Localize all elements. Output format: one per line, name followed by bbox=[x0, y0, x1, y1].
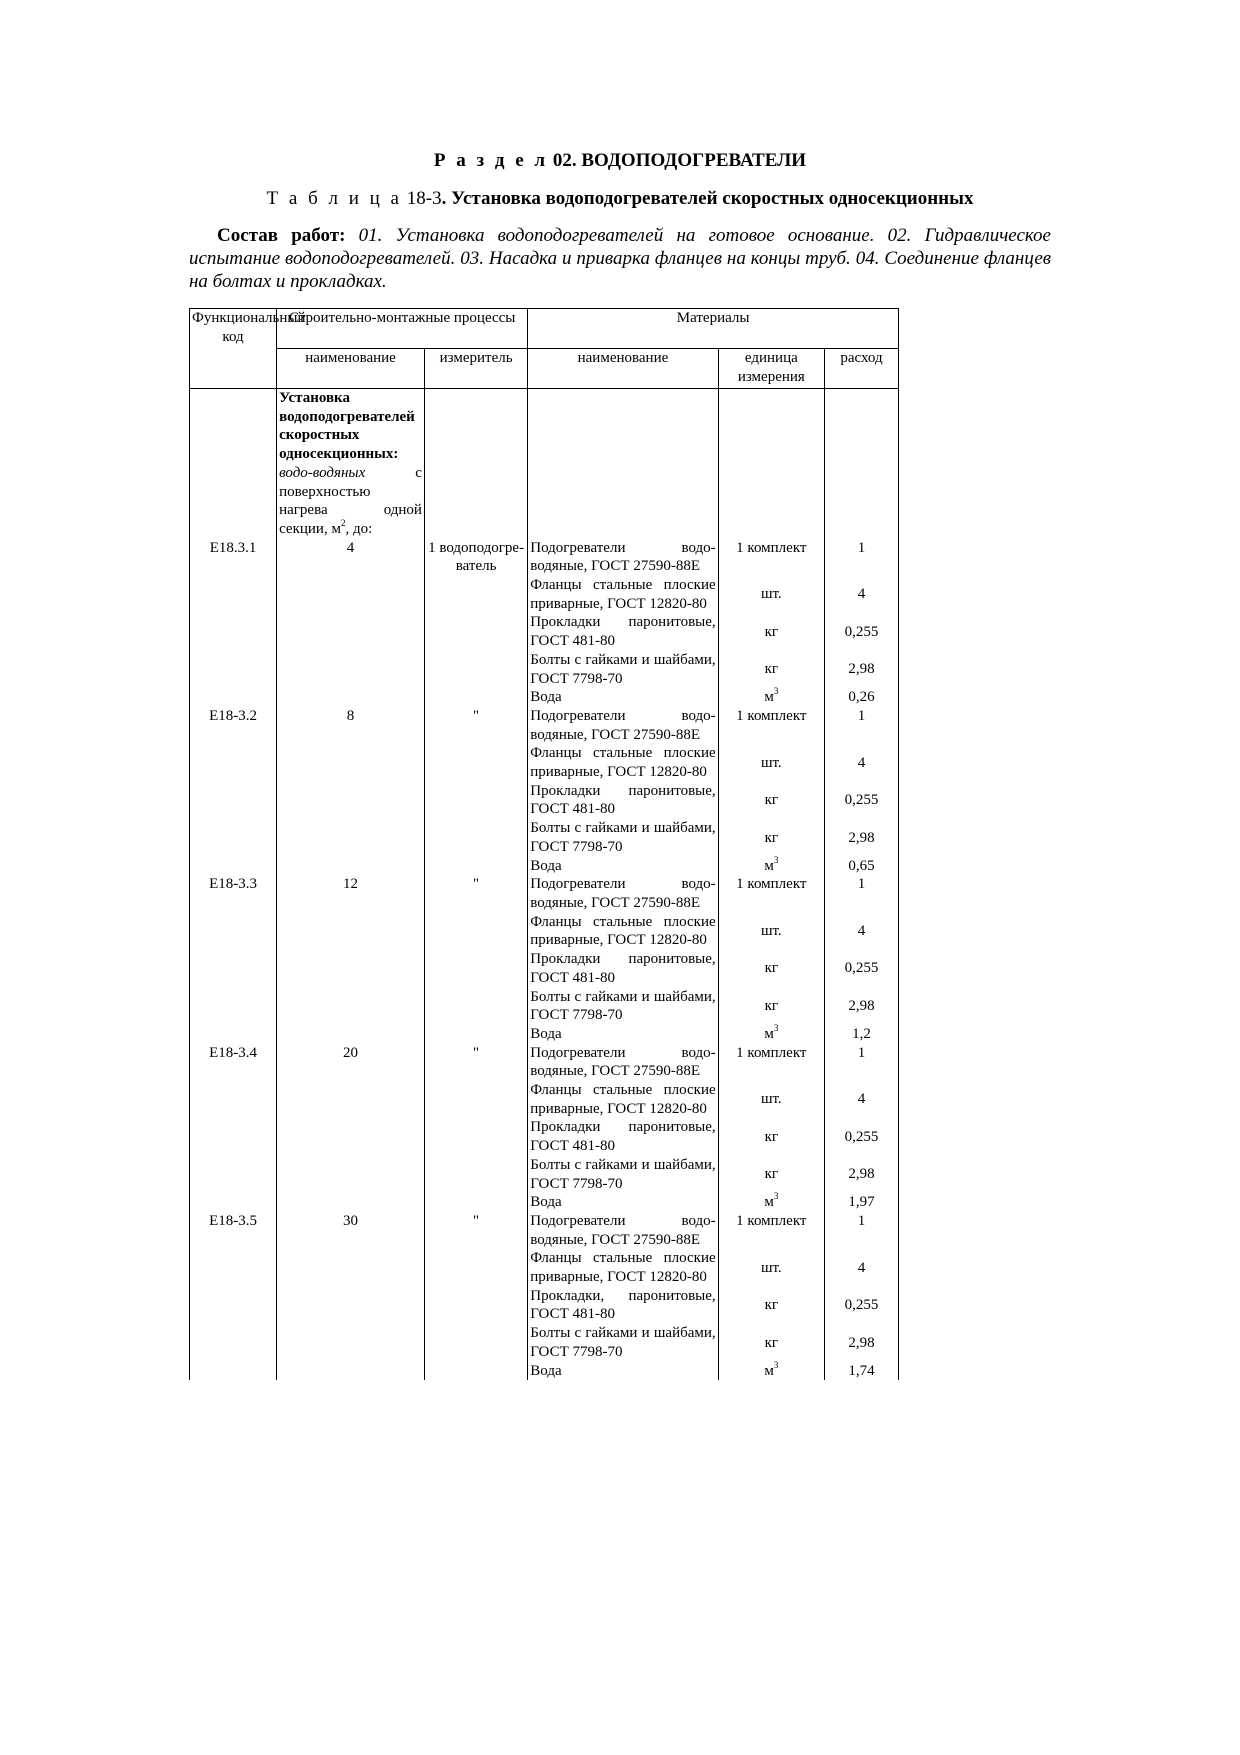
table-row bbox=[190, 819, 899, 856]
table-row bbox=[190, 857, 899, 876]
header-processes: Строительно-монтажные процессы bbox=[277, 309, 528, 349]
meter-empty bbox=[424, 1081, 527, 1118]
meter-empty bbox=[424, 1287, 527, 1324]
table-caption-prefix: Т а б л и ц а bbox=[266, 188, 402, 209]
process-value-empty bbox=[277, 1118, 425, 1155]
material-unit bbox=[718, 744, 824, 781]
material-qty: 0,255 bbox=[825, 950, 899, 987]
material-qty: 1,2 bbox=[825, 1025, 899, 1044]
material-unit-text: 1 комплект bbox=[736, 1212, 807, 1229]
group-row bbox=[190, 389, 899, 539]
process-value-empty bbox=[277, 988, 425, 1025]
table-row bbox=[190, 1156, 899, 1193]
material-unit-text: м bbox=[764, 1194, 774, 1211]
table-row bbox=[190, 1025, 899, 1044]
header-materials: Материалы bbox=[528, 309, 899, 349]
table-caption-title: . Установка водоподогревателей скоростных односекционных bbox=[441, 188, 974, 209]
table-row bbox=[190, 613, 899, 650]
func-code-empty bbox=[190, 1025, 277, 1044]
material-name: Фланцы стальные плоские приварные, ГОСТ 12820-80 bbox=[528, 913, 718, 950]
material-name: Подогреватели водо-водяные, ГОСТ 27590-88Е bbox=[528, 707, 718, 744]
meter-empty bbox=[424, 988, 527, 1025]
process-value-empty bbox=[277, 1287, 425, 1324]
process-value-empty bbox=[277, 913, 425, 950]
material-unit bbox=[718, 1359, 824, 1381]
material-unit bbox=[718, 988, 824, 1025]
material-name: Подогреватели водо-водяные, ГОСТ 27590-88Е bbox=[528, 1212, 718, 1249]
meter-empty bbox=[424, 913, 527, 950]
process-value-empty bbox=[277, 857, 425, 876]
material-name: Фланцы стальные плоские приварные, ГОСТ 12820-80 bbox=[528, 1249, 718, 1286]
material-unit-text: 1 комплект bbox=[736, 539, 807, 556]
material-name: Вода bbox=[528, 857, 718, 876]
material-unit-sup: 3 bbox=[773, 1022, 779, 1033]
material-qty: 2,98 bbox=[825, 1324, 899, 1361]
process-value-empty bbox=[277, 819, 425, 856]
header-material-name: наименование bbox=[528, 349, 718, 389]
material-qty: 2,98 bbox=[825, 1156, 899, 1193]
table-header bbox=[190, 309, 899, 389]
material-qty: 0,65 bbox=[825, 857, 899, 876]
header-unit: единица измерения bbox=[718, 349, 824, 389]
material-qty: 0,255 bbox=[825, 1287, 899, 1324]
material-unit-text: шт. bbox=[760, 754, 782, 771]
section-title: 02. ВОДОПОДОГРЕВАТЕЛИ bbox=[552, 150, 807, 171]
material-unit bbox=[718, 707, 824, 744]
material-name: Фланцы стальные плоские приварные, ГОСТ 12820-80 bbox=[528, 576, 718, 613]
material-qty: 1,74 bbox=[825, 1362, 899, 1381]
process-value-empty bbox=[277, 744, 425, 781]
material-unit-text: кг bbox=[764, 1297, 779, 1314]
process-value-cell: 4 bbox=[277, 539, 425, 576]
material-qty: 2,98 bbox=[825, 651, 899, 688]
meter-empty bbox=[424, 950, 527, 987]
table-row bbox=[190, 1212, 899, 1249]
meter-empty bbox=[424, 857, 527, 876]
meter-cell: " bbox=[424, 1212, 527, 1249]
func-code-empty bbox=[190, 651, 277, 688]
material-unit bbox=[718, 688, 824, 707]
material-name: Прокладки, паронитовые, ГОСТ 481-80 bbox=[528, 1287, 718, 1324]
func-code-empty bbox=[190, 1249, 277, 1286]
func-code-cell: Е18-3.2 bbox=[190, 707, 277, 744]
work-composition bbox=[189, 224, 1051, 293]
func-code-empty bbox=[190, 1193, 277, 1212]
func-code-empty bbox=[190, 1362, 277, 1381]
meter-empty bbox=[424, 1025, 527, 1044]
meter-empty bbox=[424, 576, 527, 613]
func-code-empty bbox=[190, 744, 277, 781]
func-code-empty bbox=[190, 613, 277, 650]
material-unit-text: кг bbox=[764, 792, 779, 809]
material-name: Болты с гайками и шайбами, ГОСТ 7798-70 bbox=[528, 1324, 718, 1361]
material-name: Подогреватели водо-водяные, ГОСТ 27590-88Е bbox=[528, 539, 718, 576]
func-code-empty bbox=[190, 1287, 277, 1324]
material-unit bbox=[718, 1287, 824, 1324]
process-value-empty bbox=[277, 613, 425, 650]
meter-empty bbox=[424, 651, 527, 688]
table-row bbox=[190, 1193, 899, 1212]
material-unit bbox=[718, 1193, 824, 1212]
process-value-empty bbox=[277, 782, 425, 819]
material-unit-text: кг bbox=[764, 829, 779, 846]
material-unit-text: кг bbox=[764, 623, 779, 640]
norms-table-wrapper bbox=[189, 308, 899, 1380]
process-value-empty bbox=[277, 1193, 425, 1212]
material-unit bbox=[718, 1022, 824, 1044]
material-unit-sup: 3 bbox=[773, 854, 779, 865]
material-unit-text: шт. bbox=[760, 1259, 782, 1276]
material-qty: 0,26 bbox=[825, 688, 899, 707]
material-unit bbox=[718, 1324, 824, 1361]
section-prefix: Р а з д е л bbox=[433, 150, 549, 171]
group-description bbox=[277, 389, 425, 539]
material-unit-text: м bbox=[764, 857, 774, 874]
material-unit-text: шт. bbox=[760, 1091, 782, 1108]
process-value-empty bbox=[277, 688, 425, 707]
material-name: Вода bbox=[528, 688, 718, 707]
table-row bbox=[190, 1324, 899, 1361]
table-row bbox=[190, 744, 899, 781]
func-code-empty bbox=[190, 1118, 277, 1155]
section-heading bbox=[0, 150, 1240, 172]
table-row bbox=[190, 988, 899, 1025]
table-row bbox=[190, 782, 899, 819]
func-code-cell: Е18-3.3 bbox=[190, 875, 277, 912]
table-row bbox=[190, 1287, 899, 1324]
meter-cell: " bbox=[424, 875, 527, 912]
material-name: Прокладки паронитовые, ГОСТ 481-80 bbox=[528, 613, 718, 650]
material-name: Подогреватели водо-водяные, ГОСТ 27590-88Е bbox=[528, 875, 718, 912]
material-unit bbox=[718, 613, 824, 650]
material-name: Фланцы стальные плоские приварные, ГОСТ 12820-80 bbox=[528, 1081, 718, 1118]
material-unit bbox=[718, 1156, 824, 1193]
table-row bbox=[190, 1362, 899, 1381]
meter-empty bbox=[424, 1118, 527, 1155]
material-qty: 4 bbox=[825, 744, 899, 781]
func-code-empty bbox=[190, 988, 277, 1025]
material-unit bbox=[718, 1044, 824, 1081]
material-unit bbox=[718, 854, 824, 876]
process-value-empty bbox=[277, 1249, 425, 1286]
material-qty: 0,255 bbox=[825, 782, 899, 819]
material-qty: 1 bbox=[825, 875, 899, 912]
func-code-empty bbox=[190, 782, 277, 819]
material-qty: 1 bbox=[825, 1212, 899, 1249]
material-unit bbox=[718, 539, 824, 576]
group-subtitle-italic: водо-водяных bbox=[279, 464, 366, 481]
material-qty: 1 bbox=[825, 707, 899, 744]
material-name: Прокладки паронитовые, ГОСТ 481-80 bbox=[528, 1118, 718, 1155]
header-func-code bbox=[190, 309, 306, 389]
func-code-empty bbox=[190, 950, 277, 987]
material-qty: 4 bbox=[825, 1081, 899, 1118]
material-unit bbox=[718, 782, 824, 819]
group-meter-cell bbox=[424, 389, 527, 539]
material-qty: 2,98 bbox=[825, 819, 899, 856]
func-code-empty bbox=[190, 576, 277, 613]
material-name: Болты с гайками и шайбами, ГОСТ 7798-70 bbox=[528, 651, 718, 688]
func-code-empty bbox=[190, 1156, 277, 1193]
header-func-code-label: Функциональный код bbox=[192, 310, 306, 345]
material-unit-sup: 3 bbox=[773, 1191, 779, 1202]
material-unit-text: шт. bbox=[760, 923, 782, 940]
table-row bbox=[190, 1044, 899, 1081]
material-unit bbox=[718, 651, 824, 688]
material-qty: 0,255 bbox=[825, 1118, 899, 1155]
func-code-cell: Е18-3.5 bbox=[190, 1212, 277, 1249]
process-value-empty bbox=[277, 651, 425, 688]
work-composition-text: 01. Установка водоподогревателей на готовое основание. 02. Гидравлическое испытание водоподогревателей. 03. Насадка и приварка фланцев на концы труб. 04. Соединение фланцев на болтах и прокладках. bbox=[189, 225, 1051, 292]
material-unit bbox=[718, 913, 824, 950]
material-unit-text: кг bbox=[764, 997, 779, 1014]
table-row bbox=[190, 576, 899, 613]
material-unit-text: кг bbox=[764, 1166, 779, 1183]
process-value-cell: 30 bbox=[277, 1212, 425, 1249]
material-unit-text: м bbox=[764, 1362, 774, 1379]
material-unit bbox=[718, 1212, 824, 1249]
func-code-cell: Е18.3.1 bbox=[190, 539, 277, 576]
group-material-cell bbox=[528, 389, 718, 539]
material-qty: 1 bbox=[825, 1044, 899, 1081]
norms-table bbox=[189, 308, 899, 1380]
material-name: Прокладки паронитовые, ГОСТ 481-80 bbox=[528, 782, 718, 819]
header-consumption: расход bbox=[825, 349, 899, 389]
material-unit-text: 1 комплект bbox=[736, 876, 807, 893]
material-unit bbox=[718, 1081, 824, 1118]
table-row bbox=[190, 1249, 899, 1286]
process-value-empty bbox=[277, 1324, 425, 1361]
func-code-empty bbox=[190, 819, 277, 856]
meter-empty bbox=[424, 613, 527, 650]
group-subtitle-end: , до: bbox=[345, 520, 373, 537]
group-title: Установка водоподогревателей скоростных односекционных: bbox=[279, 390, 415, 463]
meter-empty bbox=[424, 688, 527, 707]
table-row bbox=[190, 1081, 899, 1118]
material-unit-text: кг bbox=[764, 1334, 779, 1351]
process-value-empty bbox=[277, 1081, 425, 1118]
material-qty: 2,98 bbox=[825, 988, 899, 1025]
material-name: Болты с гайками и шайбами, ГОСТ 7798-70 bbox=[528, 988, 718, 1025]
material-unit-text: 1 комплект bbox=[736, 707, 807, 724]
material-unit-text: кг bbox=[764, 1128, 779, 1145]
meter-cell: " bbox=[424, 707, 527, 744]
group-qty-cell bbox=[825, 389, 899, 539]
func-code-empty bbox=[190, 1081, 277, 1118]
material-name: Фланцы стальные плоские приварные, ГОСТ 12820-80 bbox=[528, 744, 718, 781]
material-unit-text: м bbox=[764, 1025, 774, 1042]
process-value-empty bbox=[277, 1362, 425, 1381]
func-code-empty bbox=[190, 857, 277, 876]
material-unit-sup: 3 bbox=[773, 686, 779, 697]
material-qty: 4 bbox=[825, 1249, 899, 1286]
group-subtitle-text: с поверхностью нагрева одной секции, м bbox=[279, 464, 422, 537]
process-value-empty bbox=[277, 1025, 425, 1044]
group-subtitle-sup: 2 bbox=[340, 517, 346, 528]
material-name: Подогреватели водо-водяные, ГОСТ 27590-88Е bbox=[528, 1044, 718, 1081]
table-row bbox=[190, 875, 899, 912]
meter-empty bbox=[424, 1156, 527, 1193]
process-value-empty bbox=[277, 1156, 425, 1193]
material-unit bbox=[718, 950, 824, 987]
process-value-cell: 12 bbox=[277, 875, 425, 912]
meter-cell: 1 водоподогре- ватель bbox=[424, 539, 527, 576]
material-name: Вода bbox=[528, 1362, 718, 1381]
material-qty: 0,255 bbox=[825, 613, 899, 650]
meter-empty bbox=[424, 1362, 527, 1381]
material-unit-text: м bbox=[764, 689, 774, 706]
material-name: Болты с гайками и шайбами, ГОСТ 7798-70 bbox=[528, 1156, 718, 1193]
material-qty: 4 bbox=[825, 913, 899, 950]
meter-empty bbox=[424, 782, 527, 819]
table-row bbox=[190, 688, 899, 707]
group-unit-cell bbox=[718, 389, 824, 539]
meter-empty bbox=[424, 1193, 527, 1212]
material-unit bbox=[718, 576, 824, 613]
func-code-cell: Е18-3.4 bbox=[190, 1044, 277, 1081]
table-row bbox=[190, 539, 899, 576]
material-unit bbox=[718, 875, 824, 912]
material-name: Вода bbox=[528, 1025, 718, 1044]
material-name: Вода bbox=[528, 1193, 718, 1212]
table-row bbox=[190, 707, 899, 744]
material-name: Прокладки паронитовые, ГОСТ 481-80 bbox=[528, 950, 718, 987]
group-code-cell bbox=[190, 389, 277, 539]
table-row bbox=[190, 950, 899, 987]
material-name: Болты с гайками и шайбами, ГОСТ 7798-70 bbox=[528, 819, 718, 856]
process-value-cell: 8 bbox=[277, 707, 425, 744]
meter-cell: " bbox=[424, 1044, 527, 1081]
header-meter: измеритель bbox=[424, 349, 527, 389]
material-unit-text: шт. bbox=[760, 586, 782, 603]
process-value-empty bbox=[277, 950, 425, 987]
material-unit-sup: 3 bbox=[773, 1359, 779, 1370]
material-unit-text: 1 комплект bbox=[736, 1044, 807, 1061]
table-caption bbox=[0, 188, 1240, 210]
material-unit bbox=[718, 1118, 824, 1155]
meter-empty bbox=[424, 1324, 527, 1361]
meter-empty bbox=[424, 744, 527, 781]
material-unit-text: кг bbox=[764, 661, 779, 678]
table-number: 18-3 bbox=[406, 188, 442, 209]
material-qty: 1,97 bbox=[825, 1193, 899, 1212]
work-composition-label: Состав работ: bbox=[217, 225, 346, 246]
material-qty: 1 bbox=[825, 539, 899, 576]
table-body bbox=[190, 389, 899, 1381]
material-qty: 4 bbox=[825, 576, 899, 613]
table-row bbox=[190, 1118, 899, 1155]
process-value-cell: 20 bbox=[277, 1044, 425, 1081]
table-row bbox=[190, 651, 899, 688]
header-process-name: наименование bbox=[277, 349, 425, 389]
process-value-empty bbox=[277, 576, 425, 613]
func-code-empty bbox=[190, 1324, 277, 1361]
meter-empty bbox=[424, 1249, 527, 1286]
table-row bbox=[190, 913, 899, 950]
material-unit bbox=[718, 1249, 824, 1286]
material-unit bbox=[718, 819, 824, 856]
material-unit-text: кг bbox=[764, 960, 779, 977]
func-code-empty bbox=[190, 688, 277, 707]
func-code-empty bbox=[190, 913, 277, 950]
meter-empty bbox=[424, 819, 527, 856]
